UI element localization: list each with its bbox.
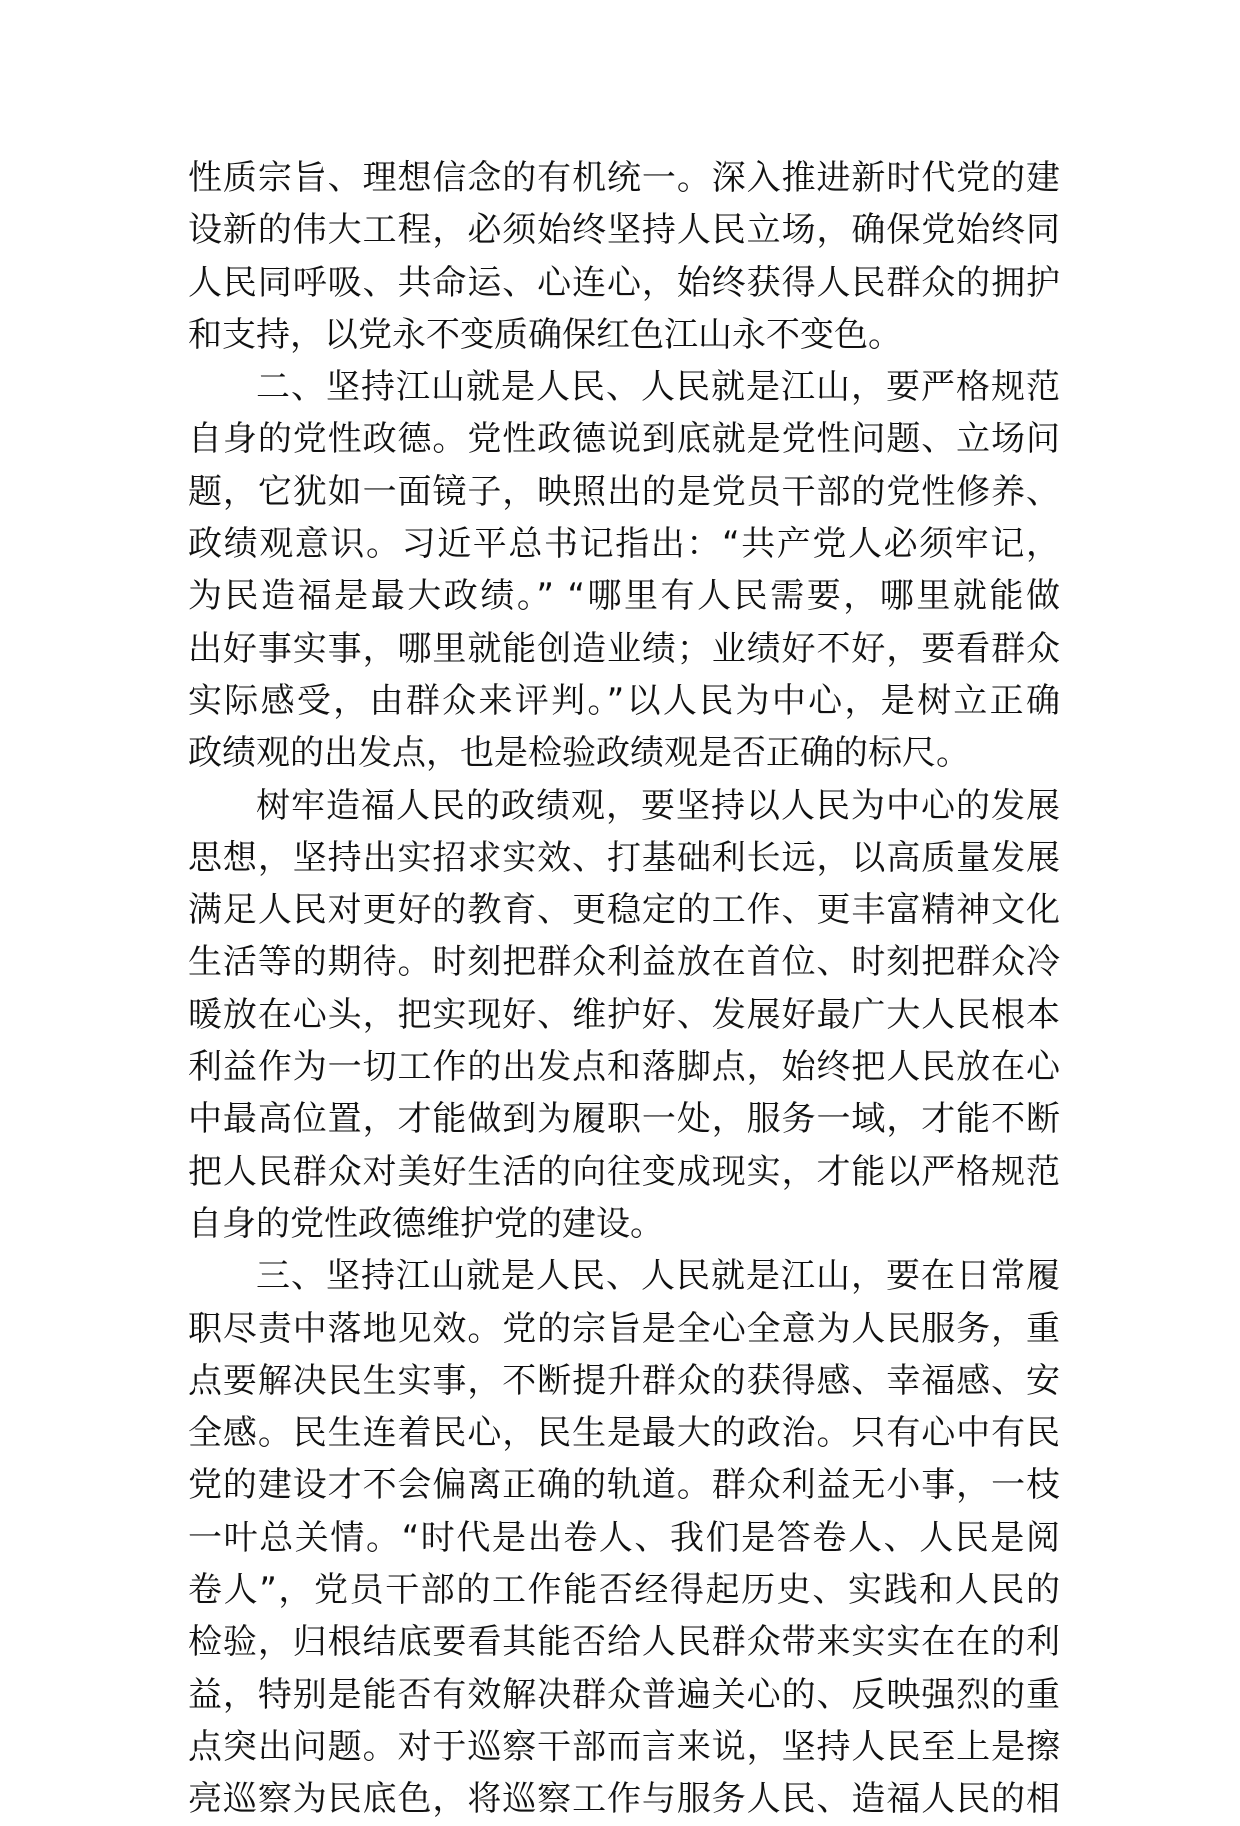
- text-line: 三、坚持江山就是人民、人民就是江山，要在日常履: [256, 1256, 1060, 1297]
- text-line: 设新的伟大工程，必须始终坚持人民立场，确保党始终同: [188, 210, 1060, 251]
- text-line: 亮巡察为民底色，将巡察工作与服务人民、造福人民的相: [188, 1779, 1060, 1820]
- text-line: 益，特别是能否有效解决群众普遍关心的、反映强烈的重: [188, 1674, 1060, 1715]
- text-line: 利益作为一切工作的出发点和落脚点，始终把人民放在心: [188, 1047, 1060, 1088]
- paragraph: [188, 780, 1060, 1251]
- paragraph: [188, 1250, 1060, 1825]
- text-line: 点突出问题。对于巡察干部而言来说，坚持人民至上是擦: [188, 1726, 1060, 1767]
- text-line: 性质宗旨、理想信念的有机统一。深入推进新时代党的建: [188, 158, 1060, 198]
- paragraph: [188, 152, 1060, 361]
- text-line: 人民同呼吸、共命运、心连心，始终获得人民群众的拥护: [188, 262, 1060, 303]
- text-line: 生活等的期待。时刻把群众利益放在首位、时刻把群众冷: [188, 942, 1060, 983]
- text-line: 实际感受，由群众来评判。”以人民为中心，是树立正确: [188, 680, 1060, 721]
- text-line: 全感。民生连着民心，民生是最大的政治。只有心中有民: [188, 1413, 1060, 1454]
- text-line: 政绩观意识。习近平总书记指出：“共产党人必须牢记，: [188, 524, 1060, 565]
- text-line: 题，它犹如一面镜子，映照出的是党员干部的党性修养、: [188, 471, 1060, 512]
- text-line: 暖放在心头，把实现好、维护好、发展好最广大人民根本: [188, 994, 1060, 1035]
- text-line: 思想，坚持出实招求实效、打基础利长远，以高质量发展: [188, 837, 1060, 878]
- text-line: 满足人民对更好的教育、更稳定的工作、更丰富精神文化: [188, 890, 1060, 931]
- text-line: 点要解决民生实事，不断提升群众的获得感、幸福感、安: [188, 1360, 1060, 1401]
- text-line: 检验，归根结底要看其能否给人民群众带来实实在在的利: [188, 1622, 1060, 1663]
- text-line: 和支持，以党永不变质确保红色江山永不变色。: [188, 314, 902, 355]
- text-line: 中最高位置，才能做到为履职一处，服务一域，才能不断: [188, 1099, 1060, 1140]
- body-text: [188, 152, 1060, 1826]
- text-line: 出好事实事，哪里就能创造业绩；业绩好不好，要看群众: [188, 628, 1060, 669]
- text-line: 自身的党性政德维护党的建设。: [188, 1203, 664, 1244]
- text-line: 把人民群众对美好生活的向往变成现实，才能以严格规范: [188, 1151, 1060, 1192]
- text-line: 二、坚持江山就是人民、人民就是江山，要严格规范: [256, 367, 1060, 408]
- text-line: 树牢造福人民的政绩观，要坚持以人民为中心的发展: [256, 785, 1060, 826]
- paragraph: [188, 361, 1060, 779]
- text-line: 职尽责中落地见效。党的宗旨是全心全意为人民服务，重: [188, 1308, 1060, 1349]
- text-line: 为民造福是最大政绩。” “哪里有人民需要，哪里就能做: [188, 576, 1060, 617]
- text-line: 一叶总关情。“时代是出卷人、我们是答卷人、人民是阅: [188, 1517, 1060, 1558]
- text-line: 卷人”，党员干部的工作能否经得起历史、实践和人民的: [188, 1570, 1060, 1611]
- text-line: 党的建设才不会偏离正确的轨道。群众利益无小事，一枝: [188, 1465, 1060, 1506]
- text-line: 自身的党性政德。党性政德说到底就是党性问题、立场问: [188, 419, 1060, 460]
- text-line: 政绩观的出发点，也是检验政绩观是否正确的标尺。: [188, 733, 970, 774]
